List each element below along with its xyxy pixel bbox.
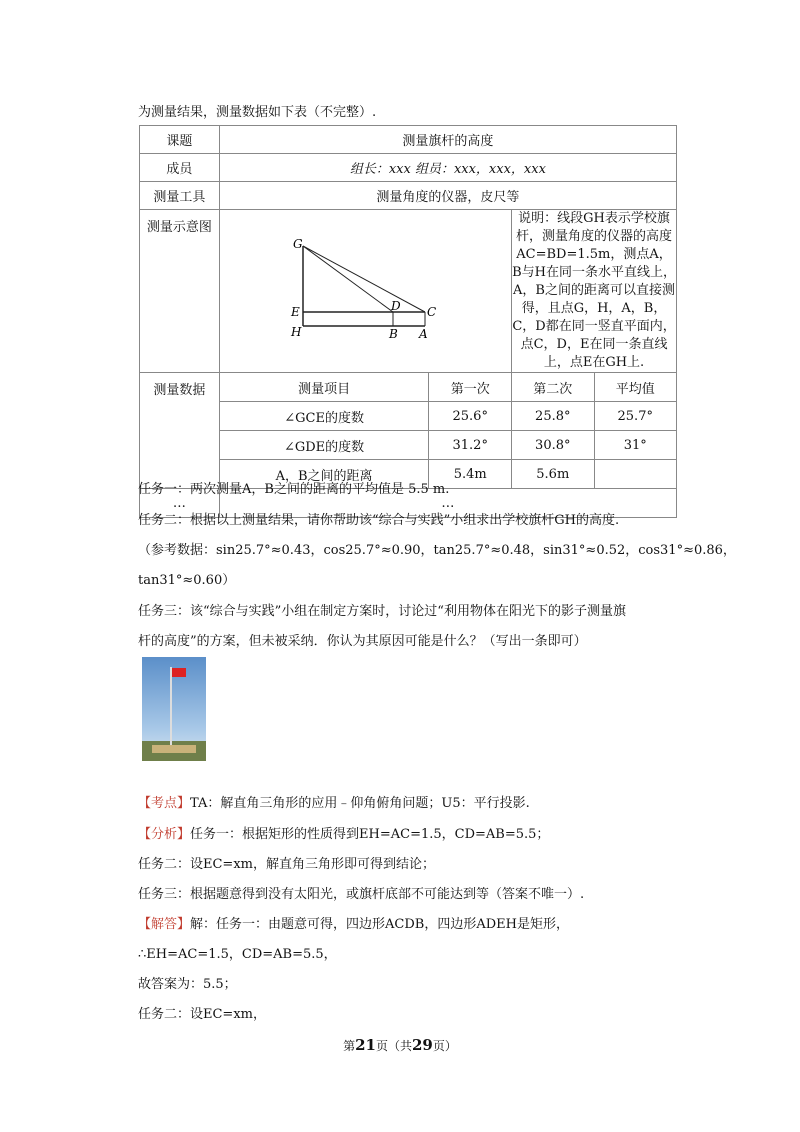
fenxi-line: 任务三：根据题意得到没有太阳光，或旗杆底部不可能达到等（答案不唯一）.: [138, 887, 585, 902]
measurement-diagram: [265, 234, 465, 344]
fenxi-text: 任务一：根据矩形的性质得到EH=AC=1.5，CD=AB=5.5；: [190, 827, 550, 842]
point-label: C: [427, 305, 437, 319]
row-label: 成员: [140, 154, 220, 182]
data-cell: 31.2°: [429, 431, 512, 460]
task-line: 任务一：两次测量A，B之间的距离的平均值是 5.5 m.: [138, 482, 450, 497]
data-cell: ∠GDE的度数: [219, 431, 429, 460]
point-label: B: [389, 327, 399, 341]
footer-prefix: 第: [343, 1039, 356, 1053]
point-label: E: [291, 305, 301, 319]
kaodian-text: TA：解直角三角形的应用﹣仰角俯角问题；U5：平行投影.: [190, 796, 530, 811]
point-label: H: [291, 325, 302, 339]
data-label: 测量数据: [140, 373, 220, 489]
jieda-tag: 【解答】: [138, 917, 191, 932]
header-cell: 第二次: [512, 373, 594, 402]
row-label: 课题: [140, 126, 220, 154]
ellipsis-cell: …: [219, 489, 676, 518]
task-line: 任务二：根据以上测量结果，请你帮助该“综合与实践”小组求出学校旗杆GH的高度.: [138, 513, 620, 528]
jieda-line: 任务二：设EC=xm，: [138, 1007, 266, 1022]
diagram-cell: [219, 210, 511, 373]
point-label: G: [293, 237, 303, 251]
data-cell: 30.8°: [512, 431, 594, 460]
jieda-text: 解：任务一：由题意可得，四边形ACDB，四边形ADEH是矩形，: [190, 917, 569, 932]
footer-mid: 页（共: [375, 1039, 412, 1053]
row-value: 测量旗杆的高度: [219, 126, 676, 154]
task-line: tan31°≈0.60）: [138, 573, 236, 588]
fenxi-line: [138, 823, 549, 842]
kaodian-line: [138, 792, 530, 811]
data-cell: 5.4m: [429, 460, 512, 489]
diagram-note: 说明：线段GH表示学校旗杆，测量角度的仪器的高度AC=BD=1.5m，测点A，B与H在同一条水平直线上，A，B之间的距离可以直接测得，且点G，H，A，B，C，D都在同一竖直平面内，点C，D，E在同一条直线上，点E在GH上.: [512, 210, 677, 373]
data-cell: 5.6m: [512, 460, 594, 489]
kaodian-tag: 【考点】: [138, 796, 191, 811]
row-label: 测量工具: [140, 182, 220, 210]
data-cell: [594, 460, 677, 489]
data-cell: 25.6°: [429, 402, 512, 431]
page-number: 21: [355, 1036, 376, 1054]
header-cell: 平均值: [594, 373, 677, 402]
row-value: 测量角度的仪器，皮尺等: [219, 182, 676, 210]
flagpole-photo: [142, 657, 206, 761]
fenxi-tag: 【分析】: [138, 827, 191, 842]
page-footer: [0, 1036, 800, 1054]
header-cell: 测量项目: [219, 373, 429, 402]
data-cell: ∠GCE的度数: [219, 402, 429, 431]
footer-suffix: 页）: [432, 1039, 457, 1053]
row-value: 组长：xxx 组员：xxx，xxx，xxx: [219, 154, 676, 182]
task-line: 杆的高度”的方案，但未被采纳．你认为其原因可能是什么？（写出一条即可）: [138, 634, 587, 649]
ellipsis-cell: …: [140, 489, 220, 518]
jieda-line: ∴EH=AC=1.5，CD=AB=5.5，: [138, 947, 337, 962]
point-label: D: [391, 299, 402, 313]
jieda-line: 故答案为：5.5；: [138, 977, 237, 992]
data-cell: 25.7°: [594, 402, 677, 431]
intro-text: 为测量结果，测量数据如下表（不完整）.: [138, 105, 377, 120]
task-line: （参考数据：sin25.7°≈0.43，cos25.7°≈0.90，tan25.7°≈0.48，sin31°≈0.52，cos31°≈0.86，: [138, 543, 736, 558]
header-cell: 第一次: [429, 373, 512, 402]
data-cell: 25.8°: [512, 402, 594, 431]
diagram-label: 测量示意图: [140, 210, 220, 373]
task-line: 任务三：该“综合与实践”小组在制定方案时，讨论过“利用物体在阳光下的影子测量旗: [138, 604, 626, 619]
data-cell: A，B之间的距离: [219, 460, 429, 489]
fenxi-line: 任务二：设EC=xm，解直角三角形即可得到结论；: [138, 857, 435, 872]
page-total: 29: [412, 1036, 433, 1054]
measurement-table: [139, 125, 677, 518]
point-label: A: [419, 327, 429, 341]
jieda-line: [138, 913, 569, 932]
data-cell: 31°: [594, 431, 677, 460]
